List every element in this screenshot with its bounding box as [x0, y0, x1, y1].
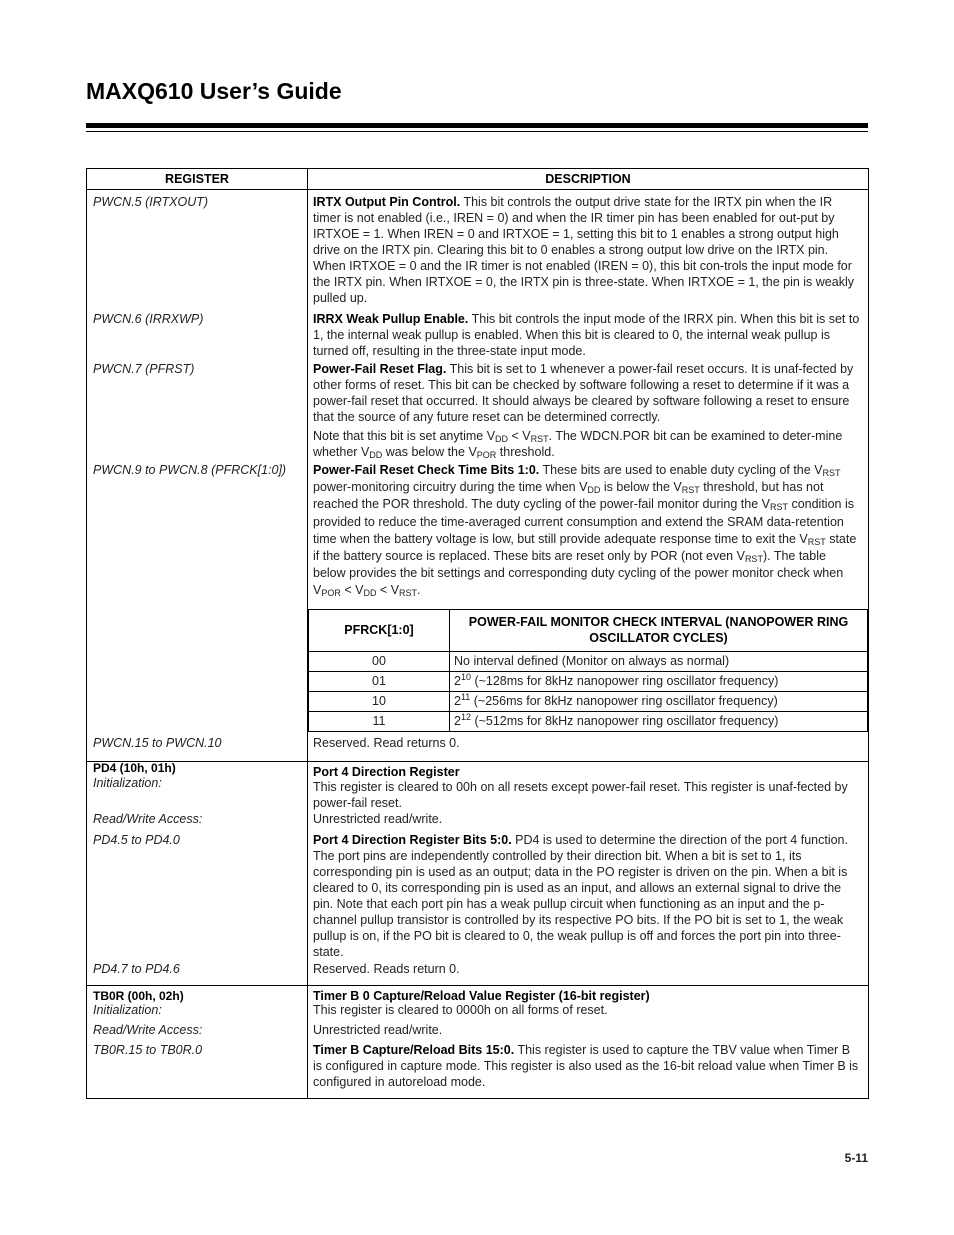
register-name: PD4 (10h, 01h) [93, 760, 176, 775]
table-row: 00 No interval defined (Monitor on always as normal) [309, 651, 868, 671]
init-text: This register is cleared to 0000h on all forms of reset. [313, 1002, 608, 1017]
rw-text: Unrestricted read/write. [308, 811, 869, 827]
title-rule-thin [86, 131, 868, 132]
register-name: PWCN.5 (IRTXOUT) [87, 190, 308, 307]
register-name: PWCN.9 to PWCN.8 (PFRCK[1:0]) [87, 460, 308, 732]
table-row [87, 761, 869, 811]
table-row [87, 1038, 869, 1099]
register-description: IRRX Weak Pullup Enable. This bit controls the input mode of the IRRX pin. When this bit is set to 1, the internal weak pullup is enabled. When this bit is cleared to 0, the internal weak pullup is turned off, resulting in the three-state input mode. [308, 306, 869, 359]
register-description: Timer B Capture/Reload Bits 15:0. This register is used to capture the TBV value when Timer B is configured in capture mode. This register is also used as the 16-bit reload value when Timer B is configured in autoreload mode. [308, 1038, 869, 1099]
table-row: 11 $2^{12}$ (~512ms for 8kHz nanopower ring oscillator frequency) [309, 711, 868, 731]
title-rule [86, 123, 868, 128]
register-description: IRTX Output Pin Control. This bit controls the output drive state for the IRTX pin when the IR timer is not enabled (i.e., IREN = 0) and when the IR timer pin has been enabled for out-put by IRTXOE = 1. When IREN = 0 and IRTXOE = 1, setting this bit to 1 enables a strong output high drive on the IRTX pin. Clearing this bit to 0 enables a strong output low drive on the IRTX pin. When IRTXOE = 0 and the IR timer is not enabled (IREN = 0), this bit con-trols the input mode for the IRTX pin. When IRTXOE = 0, the IRTX pin is three-state. When IRTXOE = 1, the pin is weakly pulled up. [308, 190, 869, 307]
table-row [87, 827, 869, 960]
interval-header: POWER-FAIL MONITOR CHECK INTERVAL (NANOPOWER RING OSCILLATOR CYCLES) [450, 609, 868, 651]
register-title: Port 4 Direction Register [313, 764, 460, 779]
page-title: MAXQ610 User’s Guide [86, 78, 342, 104]
table-row [87, 985, 869, 1017]
register-name: PWCN.15 to PWCN.10 [87, 732, 308, 762]
table-row: 01 $2^{10}$ (~128ms for 8kHz nanopower ring oscillator frequency) [309, 671, 868, 691]
pfrck-header: PFRCK[1:0] [309, 609, 450, 651]
rw-text: Unrestricted read/write. [308, 1017, 869, 1038]
table-row [87, 811, 869, 827]
register-name: TB0R.15 to TB0R.0 [87, 1038, 308, 1099]
note-text: Note that this bit is set anytime $V_{DD} < V_{RST}$. The WDCN.POR bit can be examined to deter-mine whether $V_{DD}$ was below the $V_{POR}$ threshold. [313, 429, 843, 460]
register-description: Port 4 Direction Register Bits 5:0. PD4 is used to determine the direction of the port 4 function. The port pins are independently controlled by their direction bit. When a bit is set to 1, its corresponding pin is used as an output; data in the PO register is driven on the pin. When a bit is cleared to 0, its corresponding pin is used as an input, and allows an external signal to drive the pin. Note that each port pin has a weak pullup circuit when functioning as an input and the p-channel pullup transistor is controlled by its respective PO bits. If the PO bit is set to 1, the weak pullup is on, if the PO bit is cleared to 0, the weak pullup is off and forces the port pin into three-state. [308, 827, 869, 960]
table-row [87, 960, 869, 986]
init-label: Initialization: [93, 775, 162, 790]
table-row [87, 190, 869, 307]
table-row [87, 359, 869, 460]
register-description: Reserved. Reads return 0. [308, 960, 869, 986]
register-name: PWCN.7 (PFRST) [87, 359, 308, 460]
register-table [86, 168, 869, 1099]
table-row [87, 306, 869, 359]
register-name: TB0R (00h, 02h) [93, 988, 184, 1003]
init-text: This register is cleared to 00h on all resets except power-fail reset. This register is unaf-fected by power-fail reset. [313, 779, 848, 810]
register-description: Reserved. Read returns 0. [308, 732, 869, 762]
table-row [87, 1017, 869, 1038]
register-description: Power-Fail Reset Flag. This bit is set to 1 whenever a power-fail reset occurs. It is unaf-fected by other forms of reset. This bit can be checked by software following a reset to determine if it was a power-fail reset that occurred. It should always be cleared by software following a reset to ensure that the source of any future reset can be determined correctly. Note that this bit is set anytime $V_{DD} < V_{RST}$. The WDCN.POR bit can be examined to deter-mine whether $V_{DD}$ was below the $V_{POR}$ threshold. [308, 359, 869, 460]
table-row: 10 $2^{11}$ (~256ms for 8kHz nanopower ring oscillator frequency) [309, 691, 868, 711]
col-header-register: REGISTER [87, 169, 308, 190]
rw-label: Read/Write Access: [87, 1017, 308, 1038]
rw-label: Read/Write Access: [87, 811, 308, 827]
pfrck-table [308, 609, 868, 732]
register-name: PD4.7 to PD4.6 [87, 960, 308, 986]
register-name: PD4.5 to PD4.0 [87, 827, 308, 960]
col-header-description: DESCRIPTION [308, 169, 869, 190]
page-number: 5-11 [844, 1151, 868, 1165]
register-description: Power-Fail Reset Check Time Bits 1:0. These bits are used to enable duty cycling of the $V_{RST}$ power-monitoring circuitry during the time when $V_{DD}$ is below the $V_{RST}$ threshold, but has not reached the POR threshold. The duty cycling of the power-fail monitor during the $V_{RST}$ condition is provided to reduce the time-averaged current consumption and extend the SRAM data-retention time when the battery voltage is low, but still provide adequate response time to exit the $V_{RST}$ state if the battery source is replaced. These bits are reset only by POR (not even $V_{RST}$). The table below provides the bit settings and corresponding duty cycling of the power monitor check when $V_{POR} < V_{DD} < V_{RST}$. PFRCK[1:0] POWER-FAIL MONITOR CHECK INTERVAL (NANOPOWER RING OSCILLATOR CYCLES) 00 No interval defined (Monitor on always as normal) 01 $2^{10}$ (~128ms for 8kHz nanopower ring oscillator frequency) 10 $2^{11}$ (~256ms for 8kHz nanopower ring oscillator frequency) 11 $2^{12}$ (~512ms for 8kHz nanopower ring oscillator frequency) [308, 460, 869, 732]
register-name: PWCN.6 (IRRXWP) [87, 306, 308, 359]
init-label: Initialization: [93, 1002, 162, 1017]
table-row [87, 732, 869, 762]
register-title: Timer B 0 Capture/Reload Value Register (16-bit register) [313, 988, 650, 1003]
table-row [87, 460, 869, 732]
